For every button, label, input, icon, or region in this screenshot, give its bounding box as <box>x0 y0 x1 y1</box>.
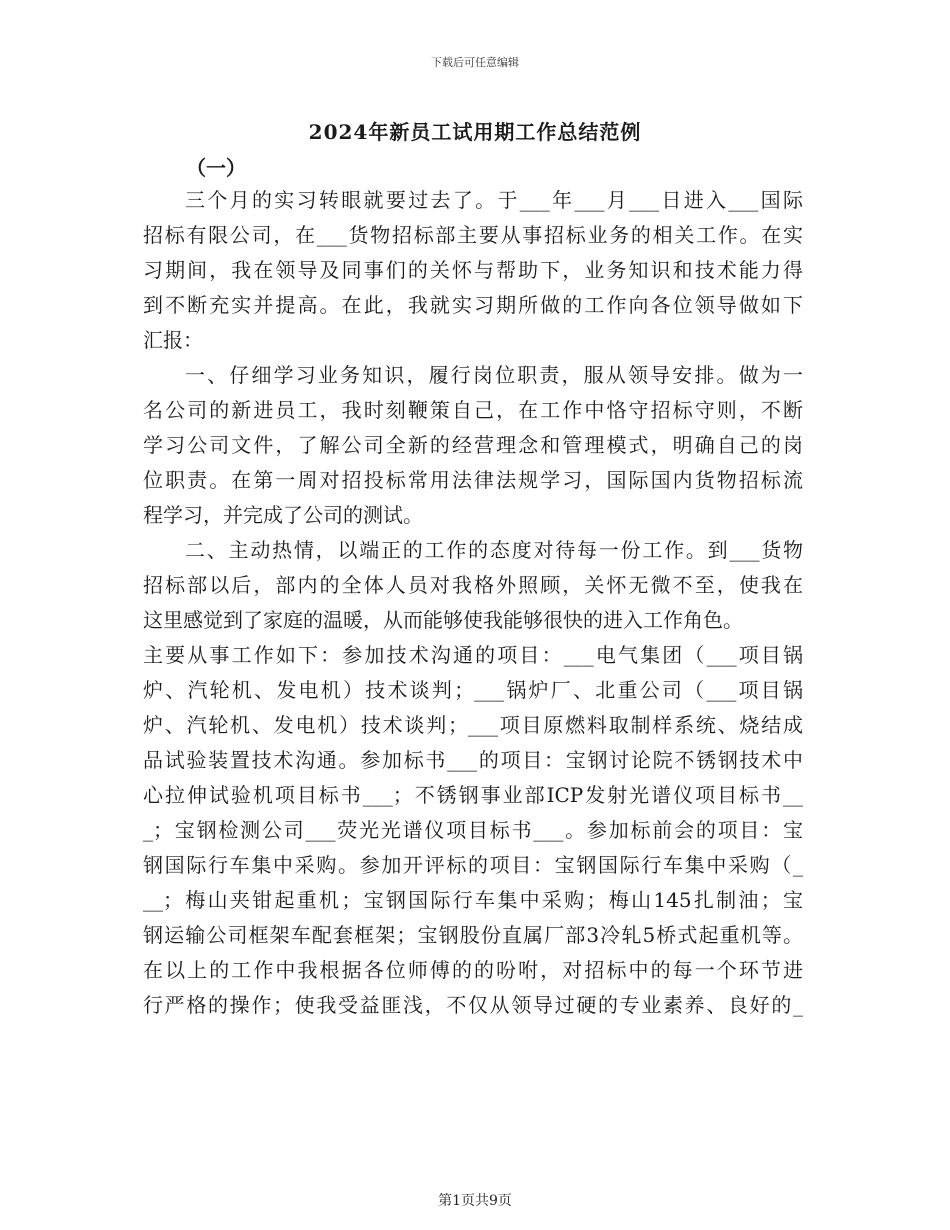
text-line: 习期间，我在领导及同事们的关怀与帮助下，业务知识和技术能力得 <box>143 258 803 282</box>
text-line: 行严格的操作；使我受益匪浅，不仅从领导过硬的专业素养、良好的_ <box>143 993 803 1017</box>
text-line: 钢运输公司框架车配套框架；宝钢股份直属厂部3冷轧5桥式起重机等。 <box>143 923 803 947</box>
text-line: 程学习，并完成了公司的测试。 <box>143 503 423 527</box>
text-line: __；梅山夹钳起重机；宝钢国际行车集中采购；梅山145扎制油；宝 <box>143 888 803 912</box>
paragraph-2 <box>143 358 825 533</box>
text-line: _；宝钢检测公司___荧光光谱仪项目标书___。参加标前会的项目：宝 <box>143 818 803 842</box>
text-line: 炉、汽轮机、发电机）技术谈判；___锅炉厂、北重公司（___项目锅 <box>143 678 803 702</box>
paragraph-1 <box>143 183 825 358</box>
text-line: 钢国际行车集中采购。参加开评标的项目：宝钢国际行车集中采购（_ <box>143 853 803 877</box>
section-label: （一） <box>186 156 246 180</box>
document-body <box>143 183 825 1023</box>
text-line: 位职责。在第一周对招投标常用法律法规学习，国际国内货物招标流 <box>143 468 803 492</box>
text-line: 在以上的工作中我根据各位师傅的的吩咐，对招标中的每一个环节进 <box>143 958 803 982</box>
text-line: 汇报： <box>143 328 203 352</box>
text-line: 品试验装置技术沟通。参加标书___的项目：宝钢讨论院不锈钢技术中 <box>143 748 803 772</box>
text-line: 学习公司文件，了解公司全新的经营理念和管理模式，明确自己的岗 <box>143 433 803 457</box>
page-footer-page-number: 第1页共9页 <box>438 1193 512 1209</box>
page-header-note: 下载后可任意编辑 <box>431 56 519 69</box>
text-line: 到不断充实并提高。在此，我就实习期所做的工作向各位领导做如下 <box>143 293 803 317</box>
text-line: 主要从事工作如下：参加技术沟通的项目：___电气集团（___项目锅 <box>143 643 803 667</box>
document-title: 2024年新员工试用期工作总结范例 <box>308 120 642 144</box>
text-line: 这里感觉到了家庭的温暖，从而能够使我能够很快的进入工作角色。 <box>143 608 743 632</box>
text-line: 心拉伸试验机项目标书___；不锈钢事业部ICP发射光谱仪项目标书__ <box>143 783 803 807</box>
text-line: 二、主动热情，以端正的工作的态度对待每一份工作。到___货物 <box>185 538 803 562</box>
text-line: 一、仔细学习业务知识，履行岗位职责，服从领导安排。做为一 <box>185 363 803 387</box>
text-line: 炉、汽轮机、发电机）技术谈判；___项目原燃料取制样系统、烧结成 <box>143 713 803 737</box>
text-line: 名公司的新进员工，我时刻鞭策自己，在工作中恪守招标守则，不断 <box>143 398 803 422</box>
paragraph-3 <box>143 533 825 1023</box>
text-line: 招标有限公司，在___货物招标部主要从事招标业务的相关工作。在实 <box>143 223 803 247</box>
text-line: 三个月的实习转眼就要过去了。于___年___月___日进入___国际 <box>185 188 803 212</box>
text-line: 招标部以后，部内的全体人员对我格外照顾，关怀无微不至，使我在 <box>143 573 803 597</box>
